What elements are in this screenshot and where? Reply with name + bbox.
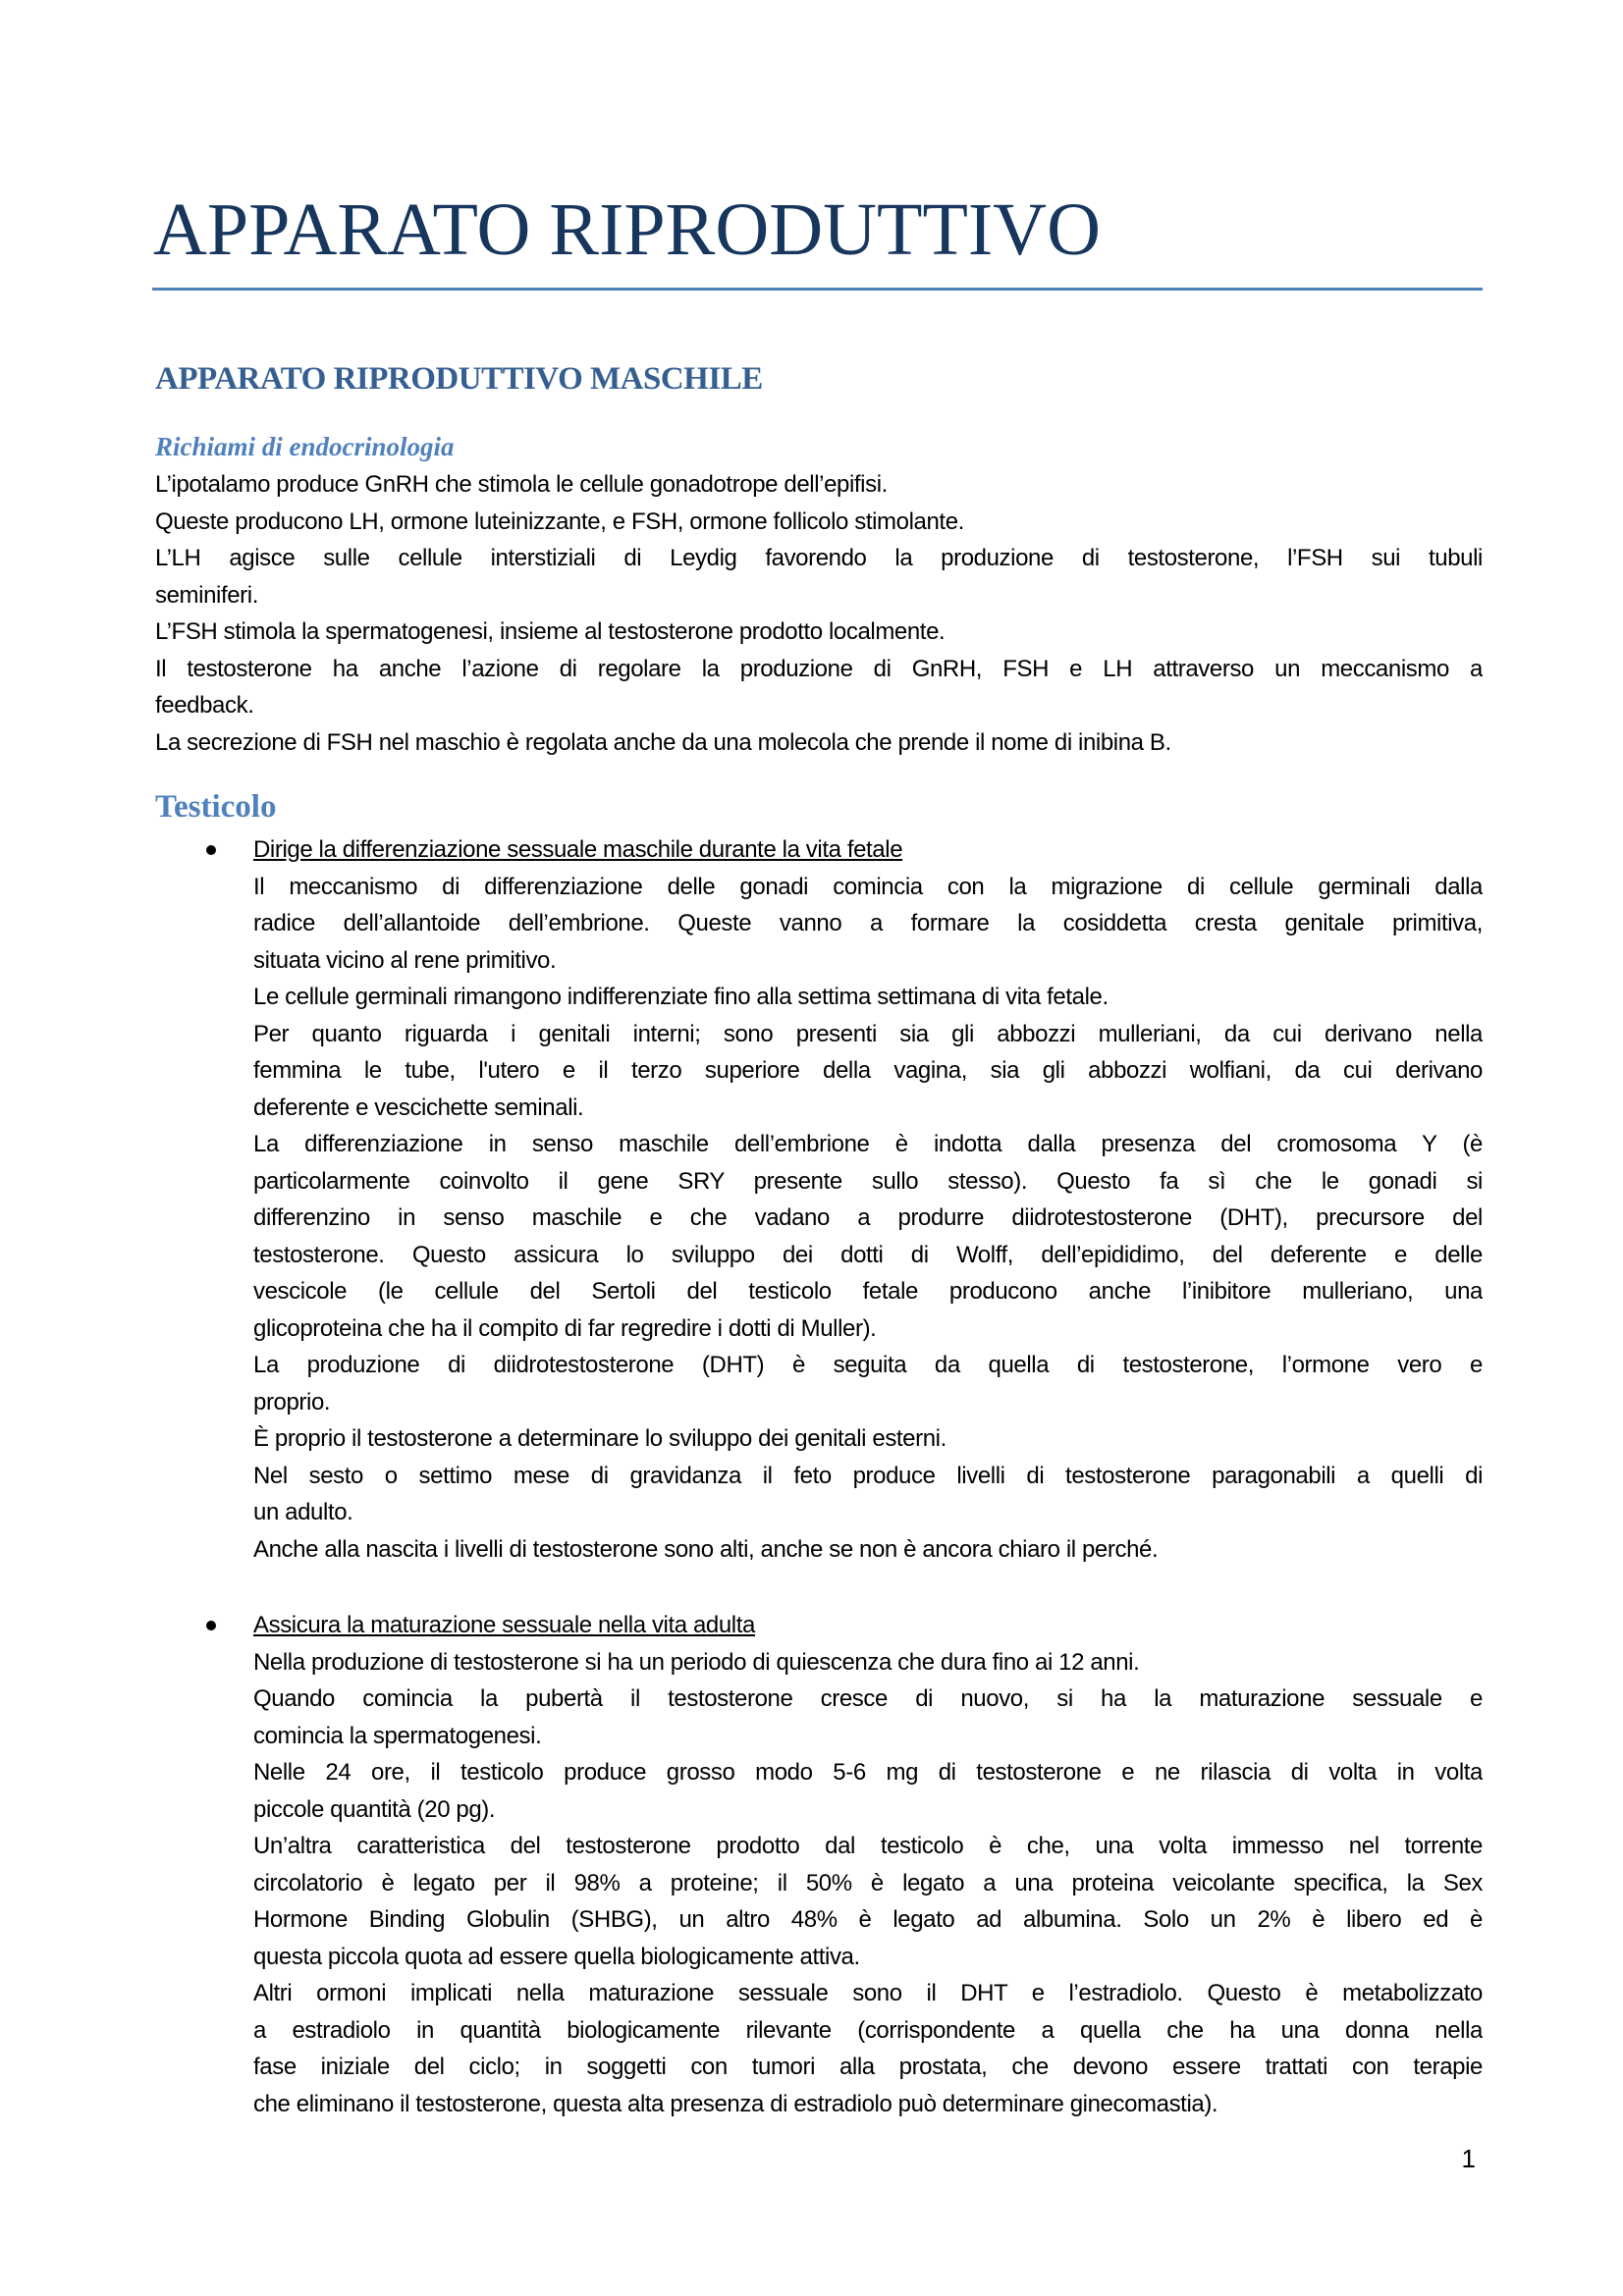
text-line: circolatorio è legato per il 98% a proteine; il 50% è legato a una proteina veicolante specifica, la Sex xyxy=(253,1869,1483,1896)
subsection-heading: Richiami di endocrinologia xyxy=(155,432,455,461)
title-rule xyxy=(152,288,1483,291)
text-line: Hormone Binding Globulin (SHBG), un altro 48% è legato ad albumina. Solo un 2% è libero ed è xyxy=(253,1906,1483,1933)
text-line: fase iniziale del ciclo; in soggetti con tumori alla prostata, che devono essere trattati con terapie xyxy=(253,2054,1483,2080)
text-line: questa piccola quota ad essere quella biologicamente attiva. xyxy=(253,1943,860,1970)
text-line: Quando comincia la pubertà il testosterone cresce di nuovo, si ha la maturazione sessuale e xyxy=(253,1685,1483,1712)
document-title: APPARATO RIPRODUTTIVO xyxy=(153,188,1101,271)
text-line: Queste producono LH, ormone luteinizzante, e FSH, ormone follicolo stimolante. xyxy=(155,507,964,535)
text-line: femmina le tube, l'utero e il terzo superiore della vagina, sia gli abbozzi wolfiani, da cui derivano xyxy=(253,1057,1483,1084)
text-line: L’FSH stimola la spermatogenesi, insieme al testosterone prodotto localmente. xyxy=(155,618,946,645)
text-line: L’ipotalamo produce GnRH che stimola le cellule gonadotrope dell’epifisi. xyxy=(155,471,888,498)
text-line: Il meccanismo di differenziazione delle gonadi comincia con la migrazione di cellule germinali dalla xyxy=(253,873,1483,900)
text-line: Nel sesto o settimo mese di gravidanza il feto produce livelli di testosterone paragonabili a quelli di xyxy=(253,1462,1483,1489)
text-line: Un’altra caratteristica del testosterone prodotto dal testicolo è che, una volta immesso nel torrente xyxy=(253,1833,1483,1859)
text-line: feedback. xyxy=(155,692,254,719)
text-line: comincia la spermatogenesi. xyxy=(253,1722,542,1749)
bullet-icon xyxy=(206,845,216,855)
page-number: 1 xyxy=(1461,2144,1476,2173)
text-line: La produzione di diidrotestosterone (DHT) è seguita da quella di testosterone, l’ormone vero e xyxy=(253,1352,1483,1378)
text-line: particolarmente coinvolto il gene SRY presente sullo stesso). Questo fa sì che le gonadi si xyxy=(253,1167,1483,1195)
endocrinology-text xyxy=(155,466,1483,761)
bullet-title: Assicura la maturazione sessuale nella vita adulta xyxy=(253,1612,755,1638)
text-line: Nella produzione di testosterone si ha un periodo di quiescenza che dura fino ai 12 anni. xyxy=(253,1648,1140,1676)
bullet-item-adult xyxy=(253,1607,1483,2122)
text-line: piccole quantità (20 pg). xyxy=(253,1795,496,1823)
text-line: vescicole (le cellule del Sertoli del testicolo fetale producono anche l’inibitore mulleriano, una xyxy=(253,1278,1483,1305)
text-line: situata vicino al rene primitivo. xyxy=(253,946,557,974)
text-line: Nelle 24 ore, il testicolo produce grosso modo 5-6 mg di testosterone e ne rilascia di volta in volta xyxy=(253,1759,1483,1786)
text-line: Il testosterone ha anche l’azione di regolare la produzione di GnRH, FSH e LH attraverso un meccanismo a xyxy=(155,655,1483,682)
text-line: Anche alla nascita i livelli di testosterone sono alti, anche se non è ancora chiaro il perché. xyxy=(253,1535,1159,1563)
text-line: La differenziazione in senso maschile dell’embrione è indotta dalla presenza del cromosoma Y (è xyxy=(253,1131,1483,1157)
text-line: un adulto. xyxy=(253,1499,353,1525)
bullet-title: Dirige la differenziazione sessuale maschile durante la vita fetale xyxy=(253,836,903,863)
text-line: che eliminano il testosterone, questa alta presenza di estradiolo può determinare ginecomastia). xyxy=(253,2090,1218,2117)
text-line: deferente e vescichette seminali. xyxy=(253,1094,584,1121)
text-line: La secrezione di FSH nel maschio è regolata anche da una molecola che prende il nome di inibina B. xyxy=(155,728,1171,756)
section-heading: APPARATO RIPRODUTTIVO MASCHILE xyxy=(155,361,763,397)
text-line: a estradiolo in quantità biologicamente rilevante (corrispondente a quella che ha una donna nella xyxy=(253,2016,1483,2044)
text-line: proprio. xyxy=(253,1388,331,1415)
text-line: L’LH agisce sulle cellule interstiziali di Leydig favorendo la produzione di testosterone, l’FSH sui tubuli xyxy=(155,545,1483,571)
text-line: Le cellule germinali rimangono indifferenziate fino alla settima settimana di vita fetale. xyxy=(253,984,1109,1010)
text-line: differenzino in senso maschile e che vadano a produrre diidrotestosterone (DHT), precursore del xyxy=(253,1204,1483,1231)
bullet-item-fetal xyxy=(253,831,1483,1568)
text-line: seminiferi. xyxy=(155,581,258,609)
text-line: Altri ormoni implicati nella maturazione sessuale sono il DHT e l’estradiolo. Questo è metabolizzato xyxy=(253,1980,1483,2006)
text-line: radice dell’allantoide dell’embrione. Queste vanno a formare la cosiddetta cresta genitale primitiva, xyxy=(253,910,1483,936)
text-line: testosterone. Questo assicura lo sviluppo dei dotti di Wolff, dell’epididimo, del deferente e delle xyxy=(253,1241,1483,1268)
testicolo-heading: Testicolo xyxy=(155,789,277,825)
bullet-icon xyxy=(206,1621,216,1630)
text-line: glicoproteina che ha il compito di far regredire i dotti di Muller). xyxy=(253,1314,877,1342)
text-line: È proprio il testosterone a determinare lo sviluppo dei genitali esterni. xyxy=(253,1425,947,1452)
text-line: Per quanto riguarda i genitali interni; sono presenti sia gli abbozzi mulleriani, da cui derivano nella xyxy=(253,1020,1483,1047)
